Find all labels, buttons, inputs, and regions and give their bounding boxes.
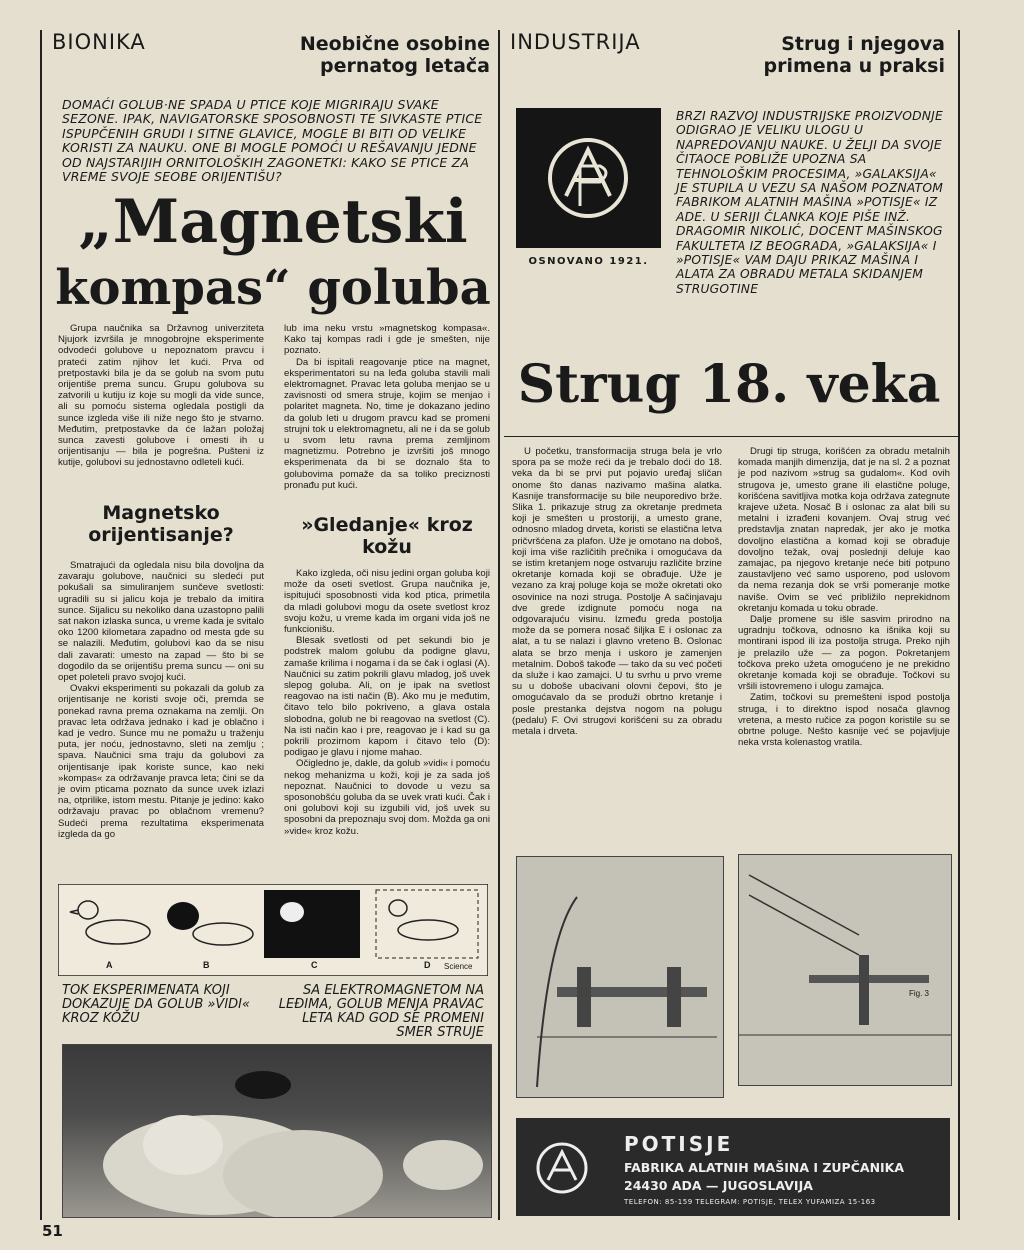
paragraph: Zatim, točkovi su premešteni ispod postolja struga, i to direktno ispod nosača glavnog vretena, a mesto ručice za pogon koristile su se obrtne poluge. Nešto kasnije već se pojavljuje neka vrsta kolenastog vratila. bbox=[738, 692, 950, 749]
figure-credit: Science bbox=[444, 962, 473, 971]
section-title-bionika: BIONIKA bbox=[52, 30, 146, 54]
right-title: Strug 18. veka bbox=[517, 354, 941, 415]
potisje-logo-icon bbox=[516, 108, 661, 248]
potisje-advertisement bbox=[516, 1118, 950, 1216]
paragraph: Očigledno je, dakle, da golub »vidi« i pomoću nekog mehanizma u koži, koji je za sada još nepoznat. Naučnici to dovode u vezu sa sposonobšću goluba da se uvek vrati kući. Čak i oni golubovi koji su izgubili vid, još uvek su sposobni da prepoznaju svoj dom. Možda ga oni »vide« kroz kožu. bbox=[284, 758, 490, 837]
paragraph: Grupa naučnika sa Državnog univerziteta Njujork izvršila je mnogobrojne eksperimente odvodeći golubove u nepoznatom pravcu i prateći zatim njihov let kući. Prva od pretpostavki bila je da se golub na svom putu orijentiše prema suncu. Grupu golubova su zatvorili u kutiju iz koje su mogli da vide sunce, ali su pomoću sistema ogledala postigli da sunce izgleda više ili niže nego što je stvarno. Međutim, pretpostavke da će lažan položaj sunca zavesti golubove i omesti ih u orijentisanju — bila je pogrešna. Pušteni iz kutije, golubovi su jednostavno odleteli kući. bbox=[58, 323, 264, 469]
section-title-industrija: INDUSTRIJA bbox=[510, 30, 641, 54]
paragraph: Dalje promene su išle sasvim prirodno na ugradnju točkova, odnosno ka išnika koji su montirani ispod ili iza postolja struga. Preko njih je prelazilo uže — za pogon. Pokretanjem točkova preko užeta omogućeno je ne prekidno okretanje komada koji se obrađuje. Točkovi su vršili istovremeno i ulogu zamajca. bbox=[738, 614, 950, 693]
ad-line-3: TELEFON: 85-159 TELEGRAM: POTISJE, TELEX YUFAMIZA 15-163 bbox=[624, 1198, 876, 1206]
caption-right: SA ELEKTROMAGNETOM NA LEĐIMA, GOLUB MENJA PRAVAC LETA KAD GOD SE PROMENI SMER STRUJE bbox=[278, 983, 484, 1040]
lathe-figure-3 bbox=[738, 854, 952, 1086]
paragraph: Kako izgleda, oči nisu jedini organ goluba koji može da oseti svetlost. Grupa naučnika je, ispitujući sposobnosti vida kod ptica, primetila da mladi golubovi mogu da osete svetlost kroz svoju kožu, u vreme kada im organi vida još ne funkcionišu. bbox=[284, 568, 490, 636]
left-border bbox=[40, 30, 42, 1220]
subhead-gledanje: »Gledanje« kroz kožu bbox=[301, 514, 473, 558]
lathe-drawing-3 bbox=[739, 855, 951, 1085]
left-title-line2: kompas“ goluba bbox=[55, 260, 491, 316]
potisje-logo-box bbox=[516, 108, 661, 248]
center-divider bbox=[498, 30, 500, 1220]
left-col1-text bbox=[58, 323, 264, 469]
left-title-line1: „Magnetski bbox=[78, 187, 468, 257]
fig-3-label: Fig. 3 bbox=[909, 989, 930, 998]
ad-line-1: FABRIKA ALATNIH MAŠINA I ZUPČANIKA bbox=[624, 1160, 905, 1175]
right-col2-text bbox=[738, 446, 950, 748]
paragraph: Blesak svetlosti od pet sekundi bio je podstrek malom golubu da podigne glavu, zamaše krilima i nogama i da se čak i oglasi (A). Naučnici su zatim pokrili glavu mladog, još uvek slepog goluba. Ali, on je ipak na svetlost reagovao na isti način (B). Ako mu je međutim, čitavo telo bilo pokriveno, a glava ostala slobodna, golub ne bi reagovao na svetlost (C). Na isti način kao i pre, reagovao je i kad su ga pokrili prozirnom kapom i čitavo telo (D): podigao je glavu i njome mahao. bbox=[284, 635, 490, 759]
paragraph: Smatrajući da ogledala nisu bila dovoljna da zavaraju golubove, naučnici su sledeći put pokušali sa simuliranjem sunčeve svetlosti: ugradili su si jalicu koja je trebalo da imitira sunce. Sijalicu su nekoliko dana uzastopno palili sat nakon izlaska sunca, u vreme kada je svitalo oko 1200 kilometara zapadno od mesta gde su se nalazili. Međutim, golubovi kao da se nisu dali zavarati: umesto na zapad — što bi se dogodilo da se orijentišu prema suncu — oni su opet poleteli pravo svojoj kući. bbox=[58, 560, 264, 684]
paragraph: Da bi ispitali reagovanje ptice na magnet, eksperimentatori su na leđa goluba stavili mali elektromagnet. Pravac leta goluba menjao se u zavisnosti od smera struje, kojim se menjao i polaritet magneta. No, time je dokazano jedino da golub leti u drugom pravcu kad se promeni strujni tok u elektromagnetu, ali ne i da se golub u svom letu ravna prema zemljinom magnetizmu. Potrebno je izvršiti još mnogo eksperimenata da bi se doznalo šta to golubovima pomaže da sa toliko preciznosti pronađu put kući. bbox=[284, 356, 490, 491]
figure-label-b: B bbox=[203, 960, 210, 970]
chick-d-drawing bbox=[376, 890, 478, 958]
left-intro: DOMAĆI GOLUB·NE SPADA U PTICE KOJE MIGRIRAJU SVAKE SEZONE. IPAK, NAVIGATORSKE SPOSOBNOSTI TE SIVKASTE PTICE ISPUPČENIH GRUDI I SITNE GLAVICE, MOGLE BI BITI OD VELIKE KORISTI ZA NAUKU. ONE BI MOGLE POMOĆI U REŠAVANJU JEDNE OD NAJSTARIJIH ORNITOLOŠKIH ZAGONETKI: KAKO SE PTICE ZA VREME SVOJE SEOBE ORIJENTIŠU? bbox=[62, 97, 483, 185]
lathe-figure-1 bbox=[516, 856, 724, 1098]
pigeon-electromagnet-photo bbox=[62, 1044, 492, 1218]
figure-label-a: A bbox=[106, 960, 113, 970]
left-col2-text bbox=[284, 323, 490, 491]
paragraph: lub ima neku vrstu »magnetskog kompasa«. Kako taj kompas radi i gde je smešten, nije poznato. bbox=[284, 323, 490, 357]
ad-logo-icon bbox=[532, 1138, 592, 1198]
lathe-drawing-1 bbox=[517, 857, 723, 1097]
chick-b-drawing bbox=[167, 902, 253, 945]
paragraph: Drugi tip struga, korišćen za obradu metalnih komada manjih dimenzija, dat je na sl. 2 a poznat je pod nazivom »strug sa gudalom«. Kod ovih strugova je, umesto grane ili elastične poluge, korišćena savitljiva motka koja održava zategnute krajeve užeta. Nosač B i oslonac za alat bili su metalni i izrađeni kovanjem. Ovaj strug već predstavlja znatan napredak, jer ako je motka dovoljno elastična a komad koji se obrađuje dovoljno težak, ovaj poslednji deluje kao zamajac, pa njegovo kretanje neće biti potpuno zaustavljeno već samo usporeno, pod uslovom da nema rezanja dok se vrši pomeranje motke naviše. Ovim se već približilo neprekidnom okretanju komada u toku obrade. bbox=[738, 446, 950, 614]
right-col1-text bbox=[512, 446, 722, 737]
right-border bbox=[958, 30, 960, 1220]
right-intro: BRZI RAZVOJ INDUSTRIJSKE PROIZVODNJE ODIGRAO JE VELIKU ULOGU U NAPREDOVANJU NAUKE. U ŽELJI DA SVOJE ČITAOCE POBLIŽE UPOZNA SA TEHNOLOŠKIM PROCESIMA, »GALAKSIJA« JE STUPILA U VEZU SA NAŠOM POZNATOM FABRIKOM ALATNIH MAŠINA »POTISJE« IZ ADE. U SERIJI ČLANKA KOJE PIŠE INŽ. DRAGOMIR NIKOLIĆ, DOCENT MAŠINSKOG FAKULTETA IZ BEOGRADA, »GALAKSIJA« I »POTISJE« VAM DAJU PRIKAZ MAŠINA I ALATA ZA OBRADU METALA SKIDANJEM STRUGOTINE bbox=[676, 109, 944, 296]
paragraph: U početku, transformacija struga bela je vrlo spora pa se može reći da je trebalo doći do 18. veka da bi se prvi put pojavio uređaj sličan onome što danas nazivamo mašina alatka. Kasnije transformacije su bile neuporedivo brže. Slika 1. prikazuje strug za okretanje predmeta koji je smešten u prostoriji, a umesto grane, odnosno mladog drveta, koristi se elastična letva pričvršćena za plafon. Uže je omotano na doboš, koji ima više različitih prečnika i omogućava da se istim kretanjem noge ostvaruju različite brzine okretanje komada koji se obrađuje. Uže je vezano za kraj poluge koja se može okretati oko osovinice na nozi struga. Postolje A sačinjavaju dve grede izdignute pomoću noga na odgovarajuću visinu. Između greda postolja može da se pomera nosač šiljka E i oslonac za alat, a tu se nalazi i glavno vreteno B. Oslonac alata se brzo menja i uskoro je zamenjen metalnim. Doboš takođe — tako da su već početi da služe i kao zamajci. U tu svrhu u prvo vreme su u doboše ubacivani olovni čepovi, što je omogućavalo da se produži obrtno kretanje i posle prestanka dejstva nogom na polugu (pedalu) F. Ovi strugovi korišćeni su za obradu metala i drveta. bbox=[512, 446, 722, 738]
pigeon-photo-illustration bbox=[63, 1045, 491, 1217]
figure-label-d: D bbox=[424, 960, 431, 970]
right-title-rule bbox=[504, 436, 958, 437]
left-col2-text-2 bbox=[284, 568, 490, 837]
ad-line-2: 24430 ADA — JUGOSLAVIJA bbox=[624, 1178, 813, 1193]
right-kicker: Strug i njegova primena u praksi bbox=[763, 33, 945, 77]
subhead-magnetsko: Magnetsko orijentisanje? bbox=[88, 502, 234, 546]
page-number: 51 bbox=[42, 1222, 63, 1240]
pigeon-figure bbox=[58, 884, 488, 976]
chick-a-drawing bbox=[70, 901, 150, 944]
left-col1-text-2 bbox=[58, 560, 264, 840]
logo-caption: OSNOVANO 1921. bbox=[528, 256, 649, 267]
paragraph: Ovakvi eksperimenti su pokazali da golub za orijentisanje ne koristi svoje oči, premda se ponekad ravna prema oznakama na zemlji. On pravac leta održava jednako i kad je oblačno i kad je vedro. Sunce mu ne pomažu u traženju puta, jer noću, jednostavno, sleti na zemlju ; spava. Naučnici sma traju da golubovi za orijentisanje ipak koriste sunce, kao neki »kompas« za održavanje pravca leta; čini se da je ovim pticama poznato da sunce uvek izlazi na, otprilike, istom mestu. Pitanje je jedino: kako održavaju pravac po oblačnom vremenu? Sudeći prema rezultatima eksperimenata izgleda da go bbox=[58, 683, 264, 840]
ad-company-name: POTISJE bbox=[624, 1132, 734, 1156]
left-kicker: Neobične osobine pernatog letača bbox=[299, 33, 490, 77]
caption-left: TOK EKSPERIMENATA KOJI DOKAZUJE DA GOLUB »VIDI« KROZ KOŽU bbox=[62, 983, 251, 1026]
chick-c-drawing bbox=[264, 890, 360, 958]
figure-label-c: C bbox=[311, 960, 318, 970]
